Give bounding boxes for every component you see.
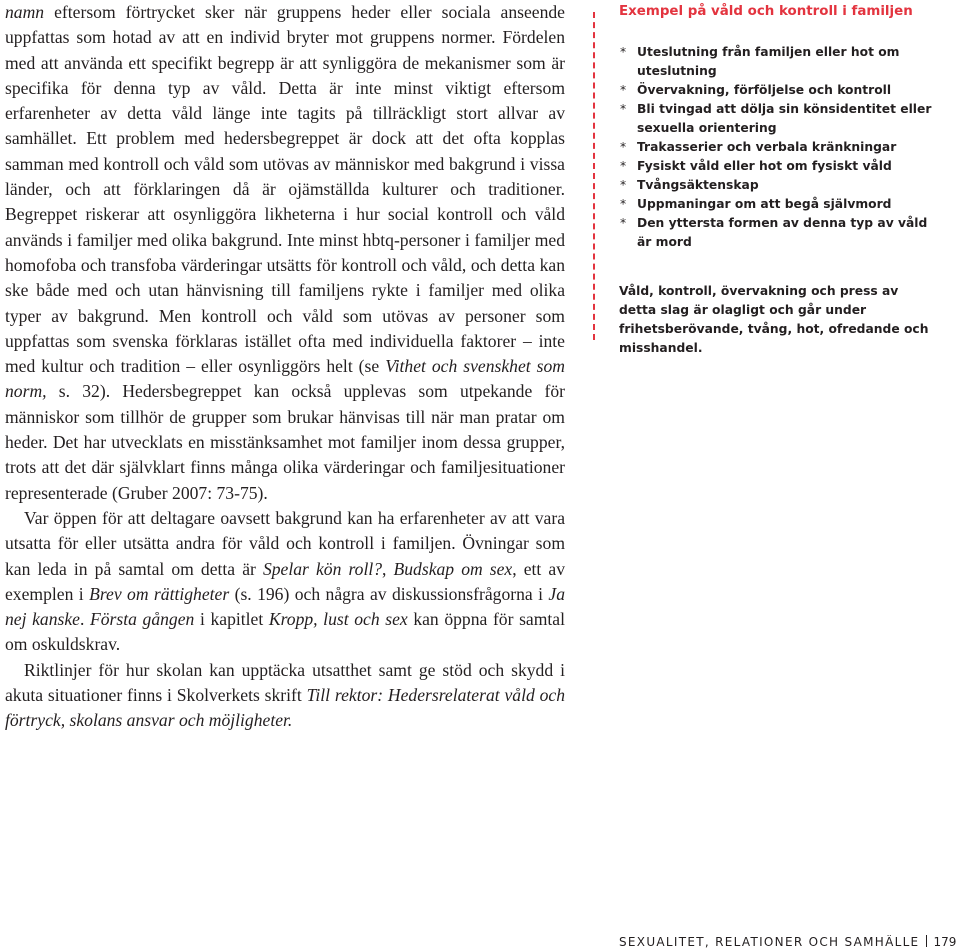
list-item: [619, 176, 939, 195]
page-footer: [619, 935, 959, 950]
paragraph: [5, 0, 565, 506]
sidebar-heading: Exempel på våld och kontroll i familjen: [619, 4, 913, 19]
list-item: [619, 214, 939, 252]
text-run: , ett av exemplen i: [5, 558, 566, 604]
list-item-text: Övervakning, förföljelse och kontroll: [637, 83, 892, 97]
asterisk-bullet-icon: *: [620, 216, 627, 230]
sidebar-box: [619, 3, 939, 358]
asterisk-bullet-icon: *: [620, 178, 627, 192]
list-item: [619, 138, 939, 157]
text-run: Riktlinjer för hur skolan kan upptäcka utsatthet samt ge stöd och skydd i akuta situationer finns i Skolverkets skrift: [5, 659, 565, 706]
italic-text-run: Kropp, lust och sex: [268, 609, 408, 630]
list-item: [619, 81, 939, 100]
footer-title: SEXUALITET, RELATIONER OCH SAMHÄLLE: [619, 935, 920, 949]
text-run: .: [79, 609, 90, 630]
list-item: [619, 43, 939, 81]
list-item: [619, 195, 939, 214]
footer-separator: [926, 935, 927, 947]
asterisk-bullet-icon: *: [620, 159, 627, 173]
text-run: i kapitlet: [194, 609, 269, 630]
list-item-text: Fysiskt våld eller hot om fysiskt våld: [637, 159, 892, 173]
list-item: [619, 100, 939, 138]
asterisk-bullet-icon: *: [620, 140, 627, 154]
italic-text-run: Ja nej kanske: [5, 583, 565, 630]
list-item-text: Uteslutning från familjen eller hot om uteslutning: [637, 45, 900, 78]
italic-text-run: Spelar kön roll?: [262, 558, 383, 579]
italic-text-run: Budskap om sex: [393, 558, 513, 579]
asterisk-bullet-icon: *: [620, 197, 627, 211]
text-run: ,: [382, 558, 394, 579]
text-run: eftersom förtrycket sker när gruppens heder eller sociala anseende uppfattas som hotad av att en individ bryter mot gruppens normer. Fördelen med att använda ett specifikt begrepp är att synliggöra de mekanismer som är specifika för denna typ av våld. Detta är inte minst viktigt eftersom erfarenheter av detta våld länge inte tagits på tillräckligt stort allvar av samhället. Ett problem med hedersbegreppet är dock att det ofta kopplas samman med kontroll och våld som utövas av människor med bakgrund i vissa länder, och att förklaringen då är ojämställda kulturer och traditioner. Begreppet riskerar att osynliggöra likheterna i hur social kontroll och våld används i familjer med olika bakgrund. Inte minst hbtq-personer i familjer med homofoba och transfoba värderingar utsätts för kontroll och våld, och detta kan ske både med och utan hänvisning till familjens rykte i familjer med olika typer av bakgrund. Men kontroll och våld som utövas av personer som uppfattas som svenska förklaras istället ofta med individuella faktorer – inte med kultur och tradition – eller osynliggörs helt (se: [5, 2, 565, 377]
list-item-text: Trakasserier och verbala kränkningar: [637, 140, 897, 154]
page-number: 179: [933, 935, 957, 949]
text-run: s. 32). Hedersbegreppet kan också upplevas som utpekande för människor som tillhör de grupper som brukar hänvisas till när man pratar om heder. Det har utvecklats en misstänksamhet mot familjer inom dessa grupper, trots att det där självklart finns många olika värderingar och familjesituationer representerade (Gruber 2007: 73-75).: [5, 381, 565, 503]
paragraph: [5, 658, 565, 734]
sidebar-summary: Våld, kontroll, övervakning och press av detta slag är olagligt och går under frihetsberövande, tvång, hot, ofredande och misshandel.: [619, 284, 929, 355]
italic-text-run: Första gången: [90, 609, 195, 630]
dashed-divider: [593, 12, 595, 340]
text-run: (s. 196) och några av diskussionsfrågorna i: [229, 583, 549, 604]
list-item-text: Den yttersta formen av denna typ av våld är mord: [637, 216, 928, 249]
asterisk-bullet-icon: *: [620, 83, 627, 97]
asterisk-bullet-icon: *: [620, 102, 627, 116]
italic-text-run: Vithet och svenskhet som norm,: [5, 356, 565, 402]
sidebar-list: [619, 43, 939, 252]
text-run: kan öppna för samtal om oskuldskrav.: [5, 609, 566, 655]
text-run: Var öppen för att deltagare oavsett bakgrund kan ha erfarenheter av att vara utsatta för eller utsätta andra för våld och kontroll i familjen. Övningar som kan leda in på samtal om detta är: [5, 507, 565, 579]
list-item-text: Tvångsäktenskap: [637, 178, 759, 192]
main-text-column: [5, 0, 565, 734]
list-item-text: Uppmaningar om att begå självmord: [637, 197, 892, 211]
italic-text-run: Till rektor: Hedersrelaterat våld och förtryck, skolans ansvar och möjligheter.: [5, 685, 565, 731]
list-item: [619, 157, 939, 176]
italic-text-run: Brev om rättigheter: [89, 583, 230, 604]
italic-text-run: namn: [5, 2, 45, 22]
asterisk-bullet-icon: *: [620, 45, 627, 59]
paragraph: [5, 506, 565, 658]
list-item-text: Bli tvingad att dölja sin könsidentitet eller sexuella orientering: [637, 102, 932, 135]
